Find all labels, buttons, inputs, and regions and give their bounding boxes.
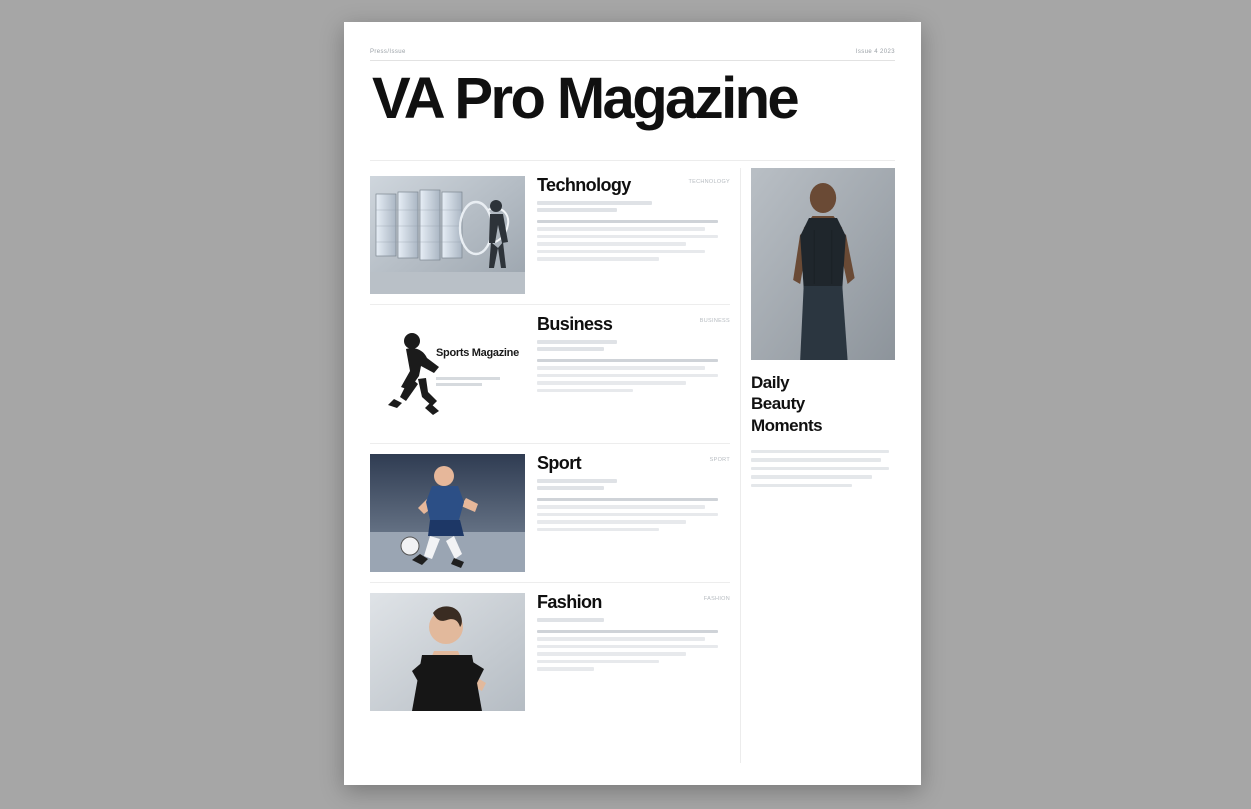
article-body-lines [537,359,728,393]
article-subhead-text [537,396,538,397]
article-body-lines [537,498,728,532]
article-category-heading: Business [537,314,613,334]
content-columns [370,168,895,763]
article-body-lines [537,220,728,261]
article-row[interactable] [370,444,730,583]
article-category-heading: Fashion [537,592,602,612]
article-subhead-text [537,675,538,676]
tech-screens-photo [370,176,525,294]
article-kicker: BUSINESS [699,318,730,324]
article-body-lines [537,630,728,671]
feature-title-line-3: Moments [751,415,823,435]
thumb-overlay-title [436,347,519,360]
subhead-placeholder [537,208,617,212]
subhead-placeholder [537,486,604,490]
article-category-heading: Technology [537,175,631,195]
feature-body-lines [751,450,895,493]
article-body [537,315,730,433]
article-body-text [537,675,538,676]
magazine-page [344,22,921,785]
feature-title [751,372,895,436]
left-column [370,168,730,763]
article-body-text [537,265,538,266]
article-subhead-text [537,265,538,266]
article-row[interactable] [370,168,730,305]
column-divider [740,168,741,763]
subhead-placeholder [537,618,604,622]
sport-footballer-photo [370,454,525,572]
thumb-overlay-title-text: Sports Magazine [436,347,519,359]
masthead-divider-bottom [370,160,895,161]
article-subhead-text [537,535,538,536]
article-row[interactable] [370,305,730,444]
right-column[interactable] [751,168,895,763]
masthead-divider-top [370,60,895,61]
feature-title-line-1: Daily [751,373,790,392]
fashion-model-photo [370,593,525,711]
subhead-placeholder [537,347,604,351]
header-right-label: Issue 4 2023 [855,49,895,55]
header-left-label: Press/Issue [370,49,406,55]
article-row[interactable] [370,583,730,721]
article-category-heading: Sport [537,453,581,473]
article-body-text [537,535,538,536]
subhead-placeholder [537,340,617,344]
subhead-placeholder [537,201,652,205]
article-kicker: FASHION [703,596,730,602]
article-body [537,454,730,572]
article-kicker: TECHNOLOGY [688,179,730,185]
article-body [537,176,730,294]
article-body [537,593,730,711]
article-kicker: SPORT [709,457,730,463]
article-body-text [537,396,538,397]
page-title: VA Pro Magazine [372,66,798,131]
subhead-placeholder [537,479,617,483]
business-runner-silhouette [370,315,525,433]
thumb-overlay-lines [436,377,500,389]
feature-title-line-2: Beauty [751,394,805,414]
feature-athlete-photo [751,168,895,360]
masthead-bar [370,46,895,58]
